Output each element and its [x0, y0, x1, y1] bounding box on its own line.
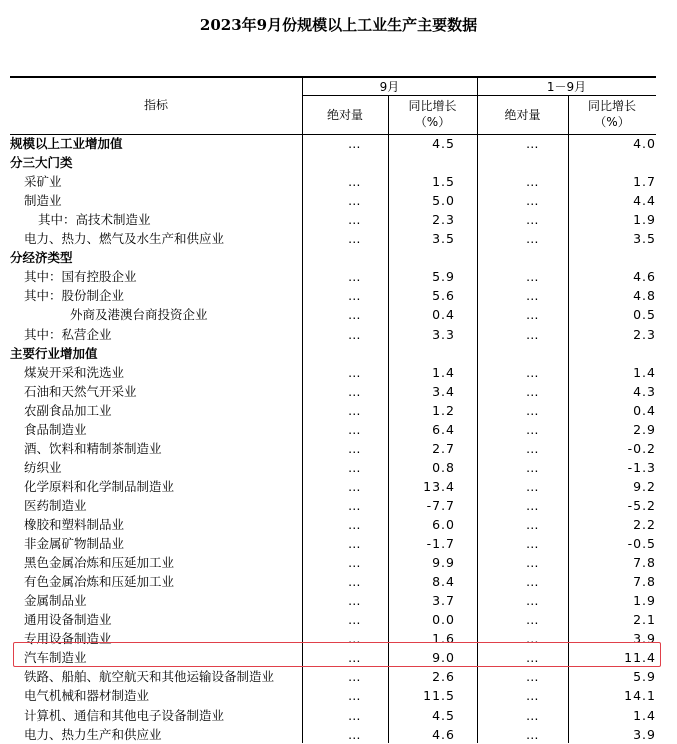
abs-value-sep: … [348, 402, 361, 418]
yoy-value-ytd: 3.9 [633, 726, 656, 742]
header-indicator: 指标 [143, 98, 168, 112]
abs-value-sep: … [348, 193, 361, 209]
abs-value-sep: … [348, 326, 361, 342]
abs-value-ytd: … [526, 612, 539, 628]
yoy-value-ytd: 4.4 [633, 193, 656, 209]
yoy-value-ytd: 1.4 [633, 364, 656, 380]
yoy-value-ytd: 0.4 [633, 402, 656, 418]
abs-value-ytd: … [526, 193, 539, 209]
row-label: 医药制造业 [24, 497, 87, 513]
row-label: 计算机、通信和其他电子设备制造业 [24, 707, 225, 723]
yoy-value-ytd: -5.2 [627, 497, 656, 513]
abs-value-ytd: … [526, 478, 539, 494]
row-label: 制造业 [24, 193, 62, 209]
table-row [10, 706, 660, 725]
table-row [10, 325, 660, 344]
yoy-value-ytd: 2.9 [633, 421, 656, 437]
abs-value-sep: … [348, 459, 361, 475]
abs-value-sep: … [348, 593, 361, 609]
table-row [10, 344, 660, 363]
row-label: 主要行业增加值 [10, 345, 98, 361]
row-label: 农副食品加工业 [24, 402, 112, 418]
table-row [10, 458, 660, 477]
yoy-value-sep: 5.9 [432, 269, 455, 285]
abs-value-ytd: … [526, 364, 539, 380]
row-label: 电力、热力、燃气及水生产和供应业 [24, 231, 225, 247]
yoy-value-ytd: 2.2 [633, 517, 656, 532]
row-label: 铁路、船舶、航空航天和其他运输设备制造业 [24, 669, 275, 685]
abs-value-sep: … [348, 174, 361, 190]
table-row [10, 667, 660, 686]
abs-value-ytd: … [526, 555, 539, 571]
row-label: 其中：高技术制造业 [38, 212, 151, 228]
abs-value-sep: … [348, 650, 361, 666]
abs-value-ytd: … [526, 669, 539, 685]
row-label: 化学原料和化学制品制造业 [24, 478, 175, 494]
yoy-value-sep: 2.6 [432, 669, 455, 685]
table-row [10, 229, 660, 248]
yoy-value-sep: -1.7 [426, 536, 455, 552]
abs-value-ytd: … [526, 136, 539, 151]
abs-value-sep: … [348, 612, 361, 628]
abs-value-ytd: … [526, 421, 539, 437]
row-label: 通用设备制造业 [24, 612, 112, 628]
header-unit: （%） [414, 115, 451, 129]
abs-value-sep: … [348, 440, 361, 456]
abs-value-ytd: … [526, 688, 539, 704]
abs-value-sep: … [348, 383, 361, 399]
abs-value-sep: … [348, 688, 361, 704]
row-label: 非金属矿物制品业 [24, 536, 125, 552]
abs-value-ytd: … [526, 383, 539, 399]
abs-value-sep: … [348, 288, 361, 304]
table-row [10, 477, 660, 496]
row-label: 其中：国有控股企业 [24, 269, 137, 285]
abs-value-ytd: … [526, 269, 539, 285]
table-row [10, 248, 660, 267]
header-unit: （%） [594, 115, 630, 129]
abs-value-ytd: … [526, 707, 539, 723]
yoy-value-sep: 2.3 [432, 212, 455, 228]
header-period-jan-sep: 1－9月 [546, 80, 587, 94]
table-row [10, 591, 660, 610]
yoy-value-sep: 5.6 [432, 288, 455, 304]
abs-value-ytd: … [526, 174, 539, 190]
row-label: 采矿业 [24, 174, 62, 190]
abs-value-ytd: … [526, 574, 539, 590]
yoy-value-sep: 1.2 [432, 402, 455, 418]
yoy-value-sep: 9.9 [432, 555, 455, 571]
yoy-value-sep: 2.7 [432, 440, 455, 456]
abs-value-sep: … [348, 726, 361, 742]
yoy-value-sep: 3.3 [432, 326, 455, 342]
yoy-value-sep: 11.5 [423, 688, 455, 704]
header-period-september: 9月 [379, 80, 400, 94]
yoy-value-ytd: 4.3 [633, 383, 656, 399]
abs-value-ytd: … [526, 231, 539, 247]
abs-value-ytd: … [526, 497, 539, 513]
page-title: 2023年9月份规模以上工业生产主要数据 [199, 16, 478, 34]
table-row [10, 172, 660, 191]
abs-value-ytd: … [526, 288, 539, 304]
abs-value-sep: … [348, 574, 361, 590]
table-row [10, 153, 660, 172]
row-label: 专用设备制造业 [24, 631, 112, 647]
row-label: 金属制品业 [24, 593, 87, 609]
yoy-value-ytd: 1.7 [633, 174, 656, 190]
abs-value-ytd: … [526, 459, 539, 475]
yoy-value-sep: 1.5 [432, 174, 455, 190]
table-row [10, 134, 660, 153]
period-header-rule [302, 95, 656, 96]
row-label: 规模以上工业增加值 [10, 136, 123, 151]
yoy-value-ytd: 1.9 [633, 212, 656, 228]
yoy-value-sep: 1.4 [432, 364, 455, 380]
abs-value-sep: … [348, 497, 361, 513]
abs-value-ytd: … [526, 212, 539, 228]
header-yoy-growth [388, 98, 477, 130]
abs-value-sep: … [348, 136, 361, 151]
table-row [10, 553, 660, 572]
yoy-value-sep: 1.6 [432, 631, 455, 647]
abs-value-sep: … [348, 555, 361, 571]
yoy-value-sep: 4.6 [432, 726, 455, 742]
yoy-value-sep: 4.5 [432, 707, 455, 723]
row-label: 其中：私营企业 [24, 326, 112, 342]
table-row [10, 515, 660, 534]
row-label: 石油和天然气开采业 [24, 383, 137, 399]
table-row [10, 363, 660, 382]
row-label: 橡胶和塑料制品业 [24, 517, 125, 532]
abs-value-sep: … [348, 269, 361, 285]
yoy-value-ytd: 3.5 [633, 231, 656, 247]
abs-value-sep: … [348, 517, 361, 532]
table-row [10, 496, 660, 515]
yoy-value-ytd: 9.2 [633, 478, 656, 494]
table-row [10, 420, 660, 439]
header-yoy-label: 同比增长 [408, 99, 457, 113]
row-label: 有色金属冶炼和压延加工业 [24, 574, 175, 590]
yoy-value-ytd: 3.9 [633, 631, 656, 647]
header-yoy-label: 同比增长 [587, 99, 636, 113]
yoy-value-sep: 0.8 [432, 459, 455, 475]
abs-value-ytd: … [526, 402, 539, 418]
table-row [10, 191, 660, 210]
yoy-value-ytd: 5.9 [633, 669, 656, 685]
row-label: 食品制造业 [24, 421, 87, 437]
yoy-value-sep: 0.0 [432, 612, 455, 628]
abs-value-ytd: … [526, 631, 539, 647]
abs-value-ytd: … [526, 517, 539, 532]
row-label: 电力、热力生产和供应业 [24, 726, 162, 742]
yoy-value-ytd: 1.4 [633, 707, 656, 723]
yoy-value-sep: 6.0 [432, 517, 455, 532]
row-label: 分三大门类 [10, 155, 73, 171]
abs-value-sep: … [348, 536, 361, 552]
yoy-value-ytd: 7.8 [633, 574, 656, 590]
abs-value-ytd: … [526, 307, 539, 323]
yoy-value-ytd: -0.5 [627, 536, 656, 552]
abs-value-ytd: … [526, 726, 539, 742]
row-label: 电气机械和器材制造业 [24, 688, 150, 704]
yoy-value-ytd: 1.9 [633, 593, 656, 609]
yoy-value-sep: 9.0 [432, 650, 455, 666]
abs-value-sep: … [348, 212, 361, 228]
abs-value-sep: … [348, 364, 361, 380]
header-abs-value: 绝对量 [504, 108, 541, 122]
table-row [10, 401, 660, 420]
table-row [10, 725, 660, 744]
table-row [10, 610, 660, 629]
table-row [10, 305, 660, 324]
row-label: 煤炭开采和洗选业 [24, 364, 125, 380]
table-row [10, 382, 660, 401]
abs-value-sep: … [348, 631, 361, 647]
row-label: 其中：股份制企业 [24, 288, 125, 304]
yoy-value-sep: 3.5 [432, 231, 455, 247]
row-label: 黑色金属冶炼和压延加工业 [24, 555, 175, 571]
table-row [10, 572, 660, 591]
yoy-value-ytd: 7.8 [633, 555, 656, 571]
abs-value-ytd: … [526, 650, 539, 666]
yoy-value-sep: 0.4 [432, 307, 455, 323]
yoy-value-ytd: 11.4 [624, 650, 656, 666]
abs-value-sep: … [348, 478, 361, 494]
abs-value-sep: … [348, 307, 361, 323]
header-abs-value: 绝对量 [326, 108, 363, 122]
yoy-value-sep: 3.4 [432, 383, 455, 399]
row-label: 外商及港澳台商投资企业 [70, 307, 208, 323]
abs-value-ytd: … [526, 536, 539, 552]
yoy-value-sep: 5.0 [432, 193, 455, 209]
row-label: 酒、饮料和精制茶制造业 [24, 440, 162, 456]
abs-value-sep: … [348, 669, 361, 685]
yoy-value-ytd: 0.5 [633, 307, 656, 323]
abs-value-sep: … [348, 231, 361, 247]
table-row [10, 210, 660, 229]
abs-value-ytd: … [526, 593, 539, 609]
abs-value-sep: … [348, 421, 361, 437]
table-row [10, 686, 660, 705]
abs-value-ytd: … [526, 440, 539, 456]
yoy-value-ytd: -0.2 [627, 440, 656, 456]
yoy-value-ytd: 14.1 [624, 688, 656, 704]
table-row [10, 534, 660, 553]
table-top-rule [10, 76, 656, 78]
highlight-box [13, 642, 661, 667]
yoy-value-ytd: 4.6 [633, 269, 656, 285]
row-label: 纺织业 [24, 459, 62, 475]
yoy-value-sep: 4.5 [432, 136, 455, 151]
yoy-value-sep: 13.4 [423, 478, 455, 494]
yoy-value-sep: 8.4 [432, 574, 455, 590]
yoy-value-sep: -7.7 [426, 497, 455, 513]
yoy-value-ytd: 4.0 [633, 136, 656, 151]
row-label: 分经济类型 [10, 250, 73, 266]
yoy-value-ytd: 2.3 [633, 326, 656, 342]
abs-value-ytd: … [526, 326, 539, 342]
row-label: 汽车制造业 [24, 650, 87, 666]
header-yoy-growth [568, 98, 656, 130]
yoy-value-ytd: 4.8 [633, 288, 656, 304]
table-row [10, 267, 660, 286]
table-row [10, 286, 660, 305]
yoy-value-sep: 3.7 [432, 593, 455, 609]
yoy-value-ytd: -1.3 [627, 459, 656, 475]
abs-value-sep: … [348, 707, 361, 723]
table-row [10, 439, 660, 458]
yoy-value-sep: 6.4 [432, 421, 455, 437]
yoy-value-ytd: 2.1 [633, 612, 656, 628]
